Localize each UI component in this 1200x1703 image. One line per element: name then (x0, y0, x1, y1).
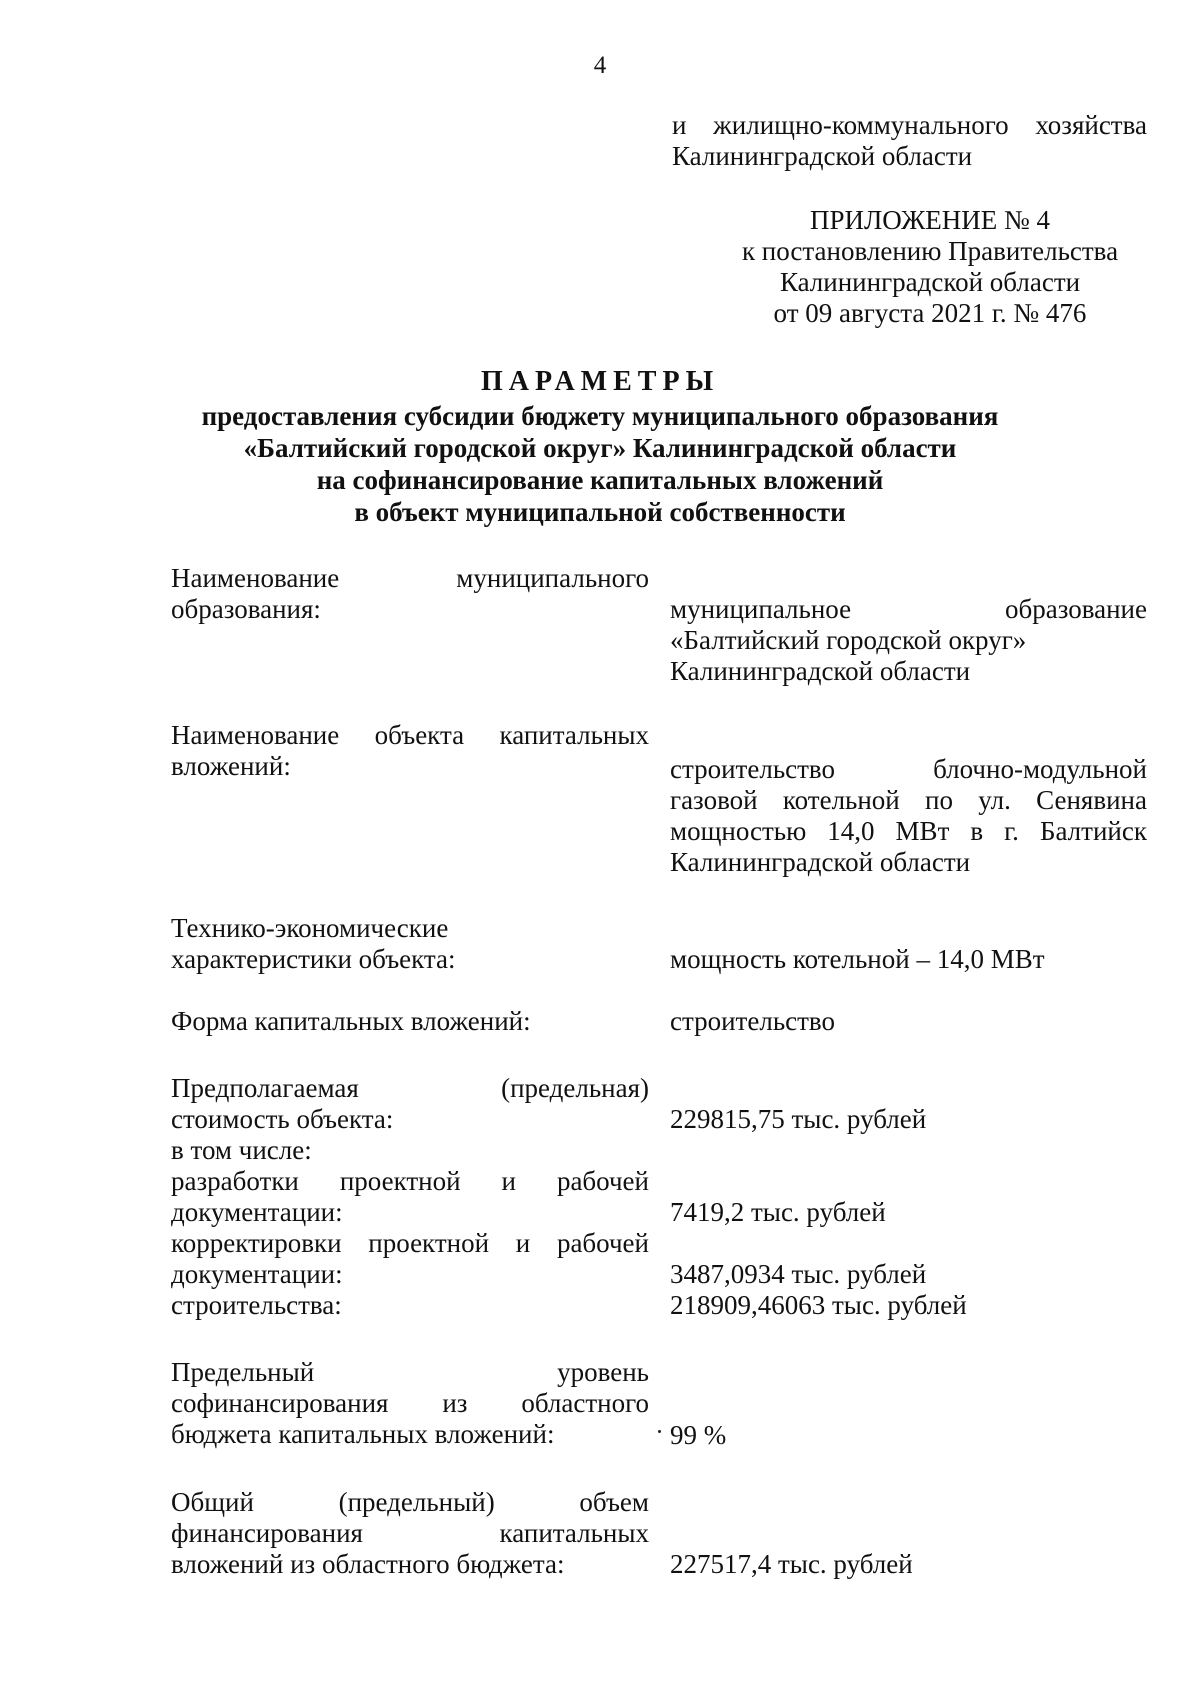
value-word: по (925, 785, 953, 815)
label-word: уровень (557, 1357, 649, 1387)
municipality-value (670, 594, 1147, 687)
label-line: документации: (171, 1259, 343, 1289)
label-word: рабочей (556, 1228, 649, 1258)
title-sub-line: «Балтийский городской округ» Калининградской области (243, 433, 957, 463)
label-line: характеристики объекта: (171, 944, 456, 974)
header-line-2: Калининградской области (672, 141, 973, 171)
label-word: (предельный) (338, 1487, 495, 1517)
value-word: ул. (978, 785, 1011, 815)
total-label (171, 1487, 649, 1580)
value-word: блочно-модульной (933, 754, 1147, 784)
label-word: Предельный (171, 1357, 315, 1387)
header-word: хозяйства (1035, 110, 1147, 140)
form-value (670, 1006, 1147, 1037)
value-line: 229815,75 тыс. рублей (670, 1104, 927, 1134)
tech-label (171, 913, 649, 975)
label-line: вложений из областного бюджета: (171, 1549, 565, 1579)
label-word: капитальных (499, 1518, 649, 1548)
title-sub-line: на софинансирование капитальных вложений (316, 465, 884, 495)
value-line: 227517,4 тыс. рублей (670, 1549, 913, 1579)
label-line: документации: (171, 1197, 343, 1227)
label-line: вложений: (171, 751, 291, 781)
value-word: строительство (670, 754, 835, 784)
value-line: «Балтийский городской округ» (670, 625, 1027, 655)
value-line: строительство (670, 1006, 835, 1036)
label-word: проектной (368, 1228, 490, 1258)
appendix-title: ПРИЛОЖЕНИЕ № 4 (809, 205, 1051, 235)
object-name-value (670, 754, 1147, 878)
label-line: бюджета капитальных вложений: (171, 1419, 555, 1449)
label-word: проектной (339, 1166, 461, 1196)
municipality-label (171, 563, 649, 625)
value-word: муниципальное (670, 594, 852, 624)
cost-label (171, 1073, 649, 1321)
title-sub-line: предоставления субсидии бюджету муниципального образования (201, 401, 999, 431)
appendix-line-2: к постановлению Правительства (741, 236, 1119, 266)
total-value (670, 1549, 1147, 1580)
value-word: Балтийск (1039, 816, 1147, 846)
design-value (670, 1197, 1147, 1228)
label-word: рабочей (556, 1166, 649, 1196)
label-line: в том числе: (171, 1135, 312, 1165)
label-word: Общий (171, 1487, 254, 1517)
label-word: софинансирования (171, 1388, 389, 1418)
label-line: строительства: (171, 1290, 342, 1320)
label-word: Наименование (171, 720, 340, 750)
label-line: Форма капитальных вложений: (171, 1006, 531, 1036)
title-main: ПАРАМЕТРЫ (480, 366, 720, 397)
value-line: Калининградской области (670, 656, 971, 686)
value-word: образование (1005, 594, 1147, 624)
value-line: Калининградской области (670, 847, 971, 877)
appendix-line-3: Калининградской области (779, 267, 1081, 297)
cofinancing-label (171, 1357, 649, 1450)
form-label (171, 1006, 649, 1037)
label-word: Наименование (171, 563, 340, 593)
cost-value (670, 1104, 1147, 1135)
page-number: 4 (593, 52, 607, 79)
label-word: областного (521, 1388, 649, 1418)
label-line: образования: (171, 594, 321, 624)
label-word: из (442, 1388, 468, 1418)
label-word: и (515, 1228, 531, 1258)
header-block (672, 110, 1152, 172)
label-word: объем (579, 1487, 649, 1517)
value-line: 99 % (670, 1420, 727, 1450)
value-word: мощностью (670, 816, 807, 846)
appendix-block (700, 205, 1160, 329)
value-word: газовой (670, 785, 758, 815)
label-word: капитальных (499, 720, 649, 750)
title-sub-line: в объект муниципальной собственности (354, 497, 846, 527)
header-word: и (672, 110, 687, 140)
appendix-line-4: от 09 августа 2021 г. № 476 (773, 298, 1087, 328)
label-word: финансирования (171, 1518, 363, 1548)
correction-value (670, 1259, 1147, 1321)
label-word: корректировки (171, 1228, 342, 1258)
cofinancing-value (670, 1420, 1147, 1451)
value-line: 7419,2 тыс. рублей (670, 1197, 886, 1227)
value-word: 14,0 (827, 816, 875, 846)
tech-value (670, 944, 1147, 975)
document-title (150, 366, 1050, 528)
label-word: разработки (171, 1166, 299, 1196)
scan-speck (658, 1430, 661, 1433)
header-word: жилищно-коммунального (713, 110, 1009, 140)
label-line: Технико-экономические (171, 913, 449, 943)
header-line-1 (672, 110, 1147, 141)
value-word: г. (1004, 816, 1019, 846)
value-word: Сенявина (1036, 785, 1147, 815)
object-name-label (171, 720, 649, 782)
label-word: объекта (374, 720, 465, 750)
label-word: Предполагаемая (171, 1073, 359, 1103)
value-line: 218909,46063 тыс. рублей (670, 1290, 967, 1320)
label-word: (предельная) (501, 1073, 649, 1103)
label-word: муниципального (456, 563, 649, 593)
value-word: в (970, 816, 984, 846)
value-line: 3487,0934 тыс. рублей (670, 1259, 927, 1289)
label-line: стоимость объекта: (171, 1104, 394, 1134)
label-word: и (501, 1166, 516, 1196)
value-line: мощность котельной – 14,0 МВт (670, 944, 1045, 974)
value-word: МВт (895, 816, 950, 846)
value-word: котельной (782, 785, 900, 815)
